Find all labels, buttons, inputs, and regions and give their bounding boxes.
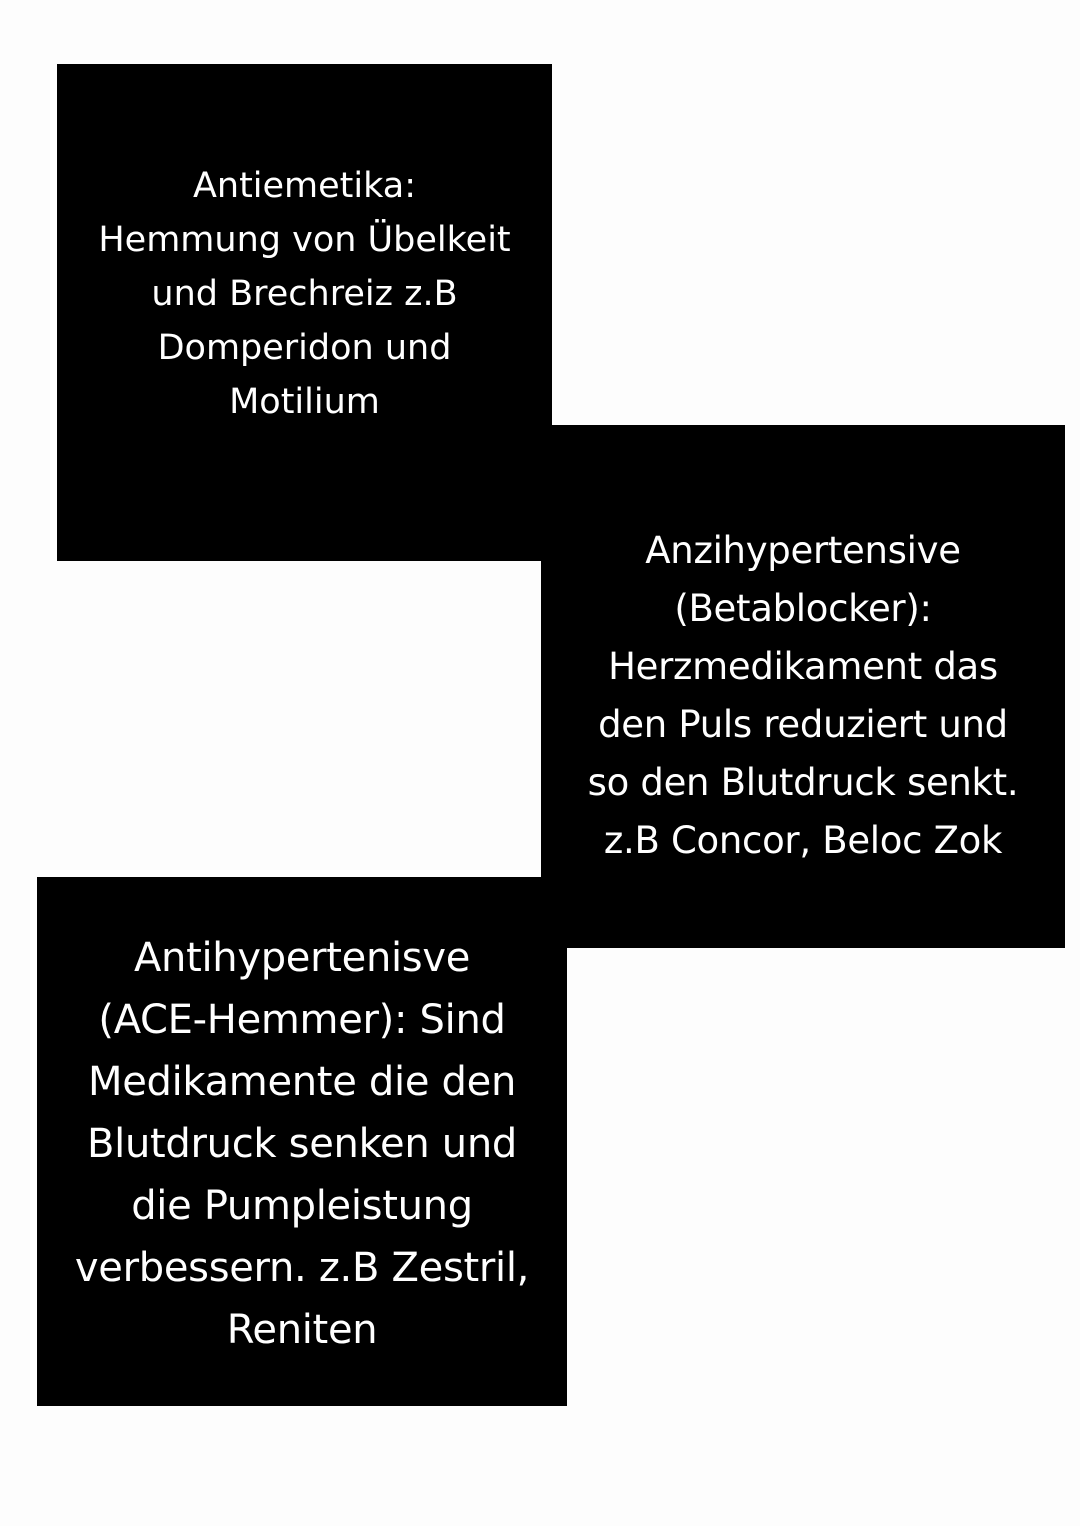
card-text-line: verbessern. z.B Zestril, xyxy=(74,1245,530,1291)
card-text-line: Domperidon und xyxy=(157,327,452,368)
card-ace-hemmer xyxy=(37,877,567,1406)
card-text-line: Medikamente die den xyxy=(87,1059,516,1105)
card-text-line: Herzmedikament das xyxy=(608,645,998,688)
card-text-line: Reniten xyxy=(226,1307,378,1353)
card-text-line: z.B Concor, Beloc Zok xyxy=(603,819,1003,862)
card-antiemetika-title: Antiemetika: xyxy=(192,165,417,206)
card-betablocker xyxy=(541,425,1065,948)
card-text-line: (Betablocker): xyxy=(674,587,932,630)
card-text-line: und Brechreiz z.B xyxy=(151,273,458,314)
card-ace-hemmer-title: Antihypertenisve xyxy=(133,935,471,981)
card-text-line: Hemmung von Übelkeit xyxy=(98,219,511,260)
card-text-line: den Puls reduziert und xyxy=(598,703,1008,746)
card-betablocker-title: Anzihypertensive xyxy=(645,529,961,572)
card-text-line: Blutdruck senken und xyxy=(87,1121,517,1167)
card-text-line: die Pumpleistung xyxy=(131,1183,473,1229)
card-text-line: (ACE-Hemmer): Sind xyxy=(98,997,506,1043)
card-antiemetika xyxy=(57,64,552,561)
card-text-line: Motilium xyxy=(229,381,380,422)
card-text-line: so den Blutdruck senkt. xyxy=(587,761,1019,804)
